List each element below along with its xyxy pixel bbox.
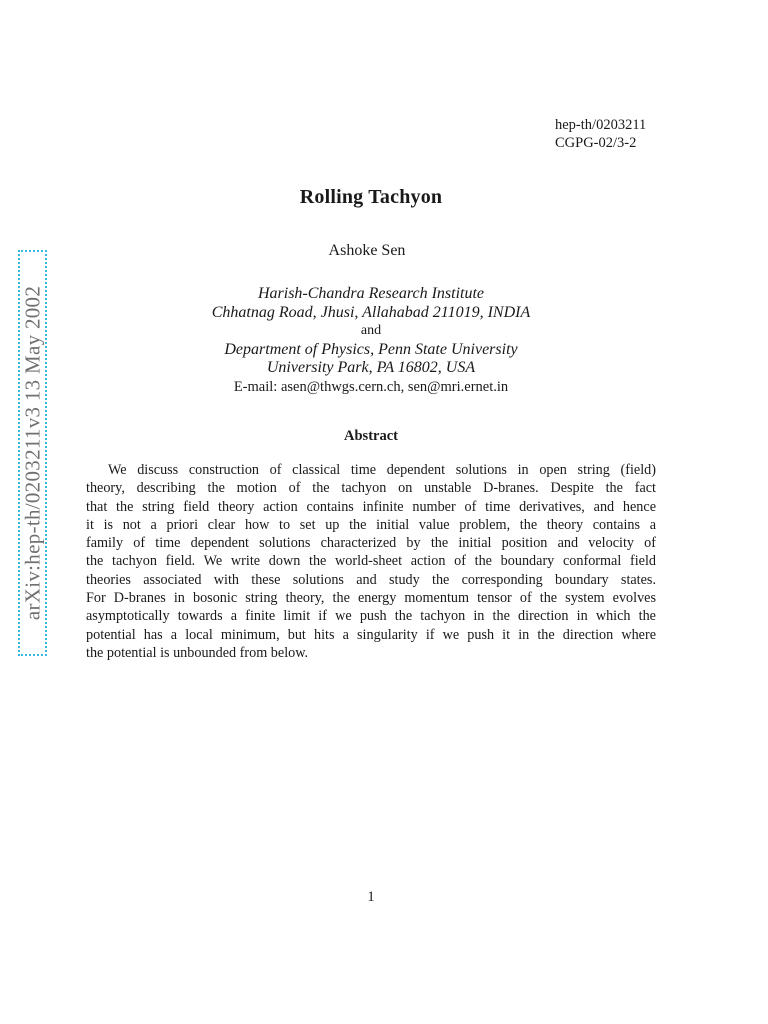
- abstract-line: We discuss construction of classical time dependent solutions in open string (field): [108, 462, 656, 478]
- abstract-line: theory, describing the motion of the tachyon on unstable D-branes. Despite the fact: [86, 480, 656, 497]
- abstract-line: For D-branes in bosonic string theory, the energy momentum tensor of the system evolves: [86, 590, 656, 607]
- affiliations: [0, 285, 742, 396]
- author-email: E-mail: asen@thwgs.cern.ch, sen@mri.ernet.in: [233, 378, 509, 395]
- report-ids: [555, 116, 646, 152]
- affiliation-line-3: Department of Physics, Penn State University: [224, 340, 518, 358]
- report-id-cgpg: CGPG-02/3-2: [555, 135, 637, 151]
- abstract-line: potential has a local minimum, but hits a singularity if we push it in the direction where: [86, 626, 656, 643]
- affiliation-line-4: University Park, PA 16802, USA: [266, 359, 476, 376]
- report-id-hep: hep-th/0203211: [555, 117, 647, 133]
- abstract-line: the tachyon field. We write down the world-sheet action of the boundary conformal field: [86, 553, 656, 570]
- paper-title: Rolling Tachyon: [299, 186, 443, 208]
- affiliation-and: and: [360, 323, 382, 338]
- abstract-line: family of time dependent solutions characterized by the initial position and velocity of: [86, 535, 656, 552]
- arxiv-stamp-text: arXiv:hep-th/0203211v3 13 May 2002: [20, 285, 44, 621]
- abstract-line: that the string field theory action contains infinite number of time derivatives, and hence: [86, 498, 656, 515]
- abstract-line: asymptotically towards a finite limit if we push the tachyon in the direction in which the: [86, 608, 656, 625]
- abstract-heading: Abstract: [344, 428, 398, 444]
- author: Ashoke Sen: [328, 242, 406, 259]
- page-number: 1: [367, 889, 375, 905]
- affiliation-line-1: Harish-Chandra Research Institute: [257, 285, 485, 302]
- abstract-body: [86, 461, 656, 662]
- abstract-line: theories associated with these solutions and study the corresponding boundary states.: [86, 571, 656, 588]
- abstract-line: the potential is unbounded from below.: [86, 644, 309, 661]
- abstract-line: it is not a priori clear how to set up the initial value problem, the theory contains a: [86, 516, 656, 533]
- affiliation-line-2: Chhatnag Road, Jhusi, Allahabad 211019, INDIA: [211, 303, 531, 321]
